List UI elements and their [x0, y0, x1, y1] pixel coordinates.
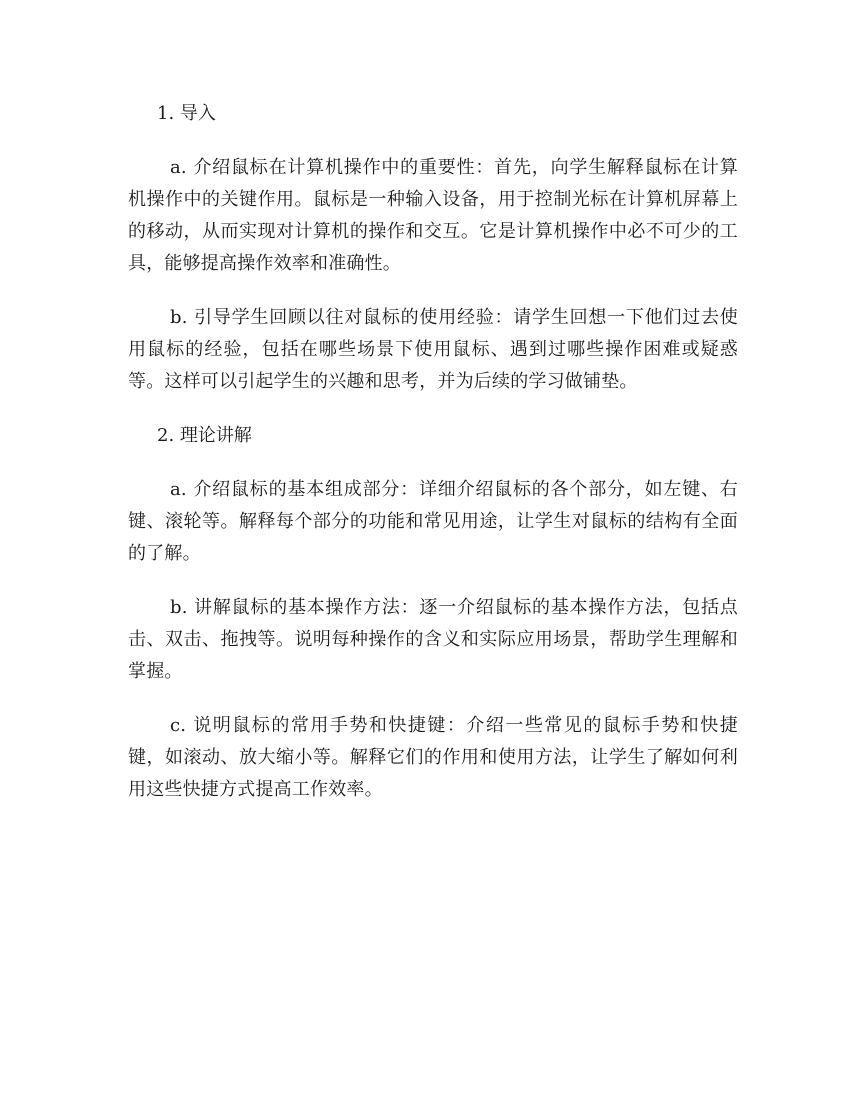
section-heading-intro: 1. 导入 — [157, 103, 216, 124]
section-heading-theory: 2. 理论讲解 — [157, 425, 252, 446]
paragraph-theory-a: a. 介绍鼠标的基本组成部分：详细介绍鼠标的各个部分，如左键、右键、滚轮等。解释每个部分的功能和常见用途，让学生对鼠标的结构有全面的了解。 — [128, 479, 738, 564]
paragraph-intro-b: b. 引导学生回顾以往对鼠标的使用经验：请学生回想一下他们过去使用鼠标的经验，包括在哪些场景下使用鼠标、遇到过哪些操作困难或疑惑等。这样可以引起学生的兴趣和思考，并为后续的学习做铺垫。 — [128, 307, 738, 392]
paragraph-intro-a: a. 介绍鼠标在计算机操作中的重要性：首先，向学生解释鼠标在计算机操作中的关键作用。鼠标是一种输入设备，用于控制光标在计算机屏幕上的移动，从而实现对计算机的操作和交互。它是计算机操作中必不可少的工具，能够提高操作效率和准确性。 — [128, 157, 738, 274]
document-body — [128, 98, 738, 828]
paragraph-theory-b: b. 讲解鼠标的基本操作方法：逐一介绍鼠标的基本操作方法，包括点击、双击、拖拽等。说明每种操作的含义和实际应用场景，帮助学生理解和掌握。 — [128, 597, 738, 682]
paragraph-theory-c: c. 说明鼠标的常用手势和快捷键：介绍一些常见的鼠标手势和快捷键，如滚动、放大缩小等。解释它们的作用和使用方法，让学生了解如何利用这些快捷方式提高工作效率。 — [128, 715, 738, 800]
